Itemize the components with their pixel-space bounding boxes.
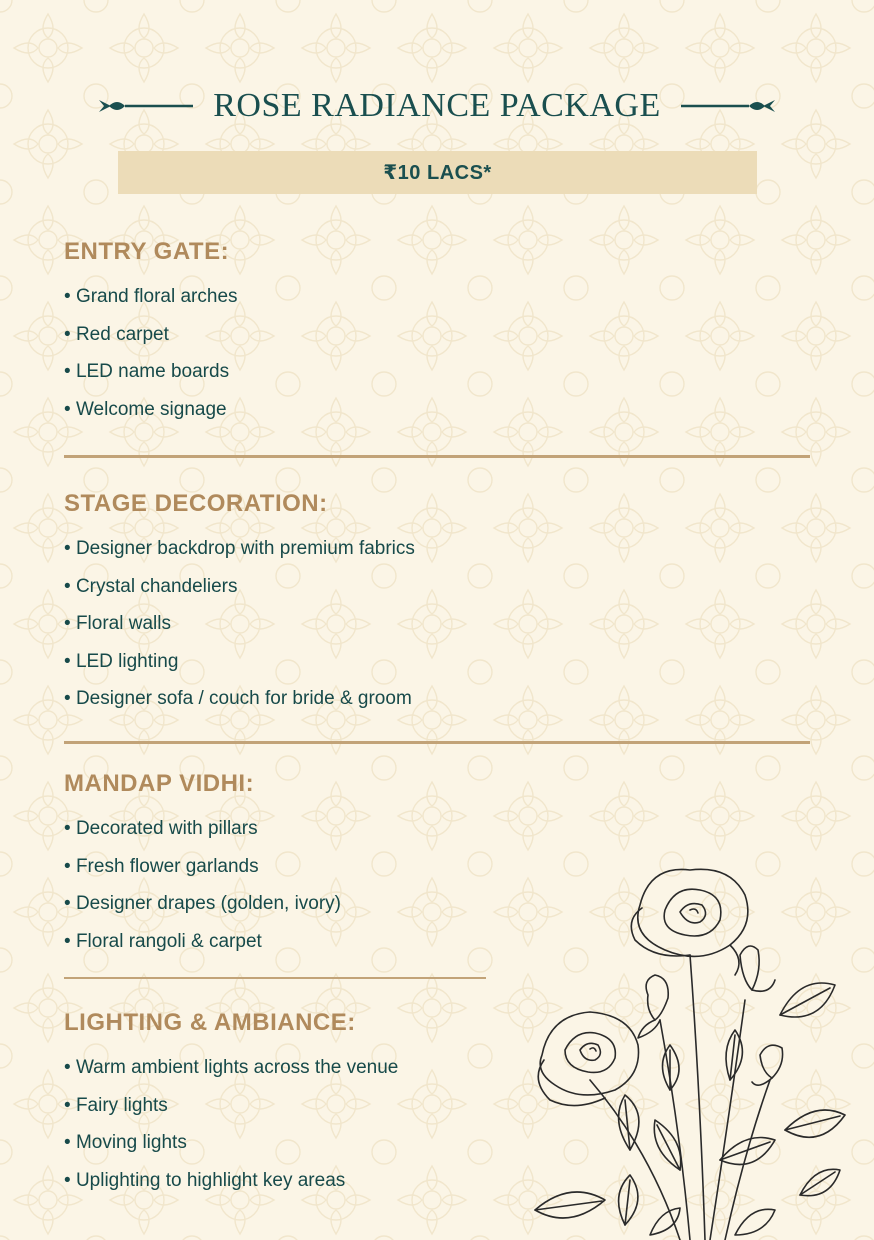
price-banner <box>118 151 757 194</box>
item-list <box>64 278 238 428</box>
list-item: • LED lighting <box>64 643 415 681</box>
section-lighting-ambiance <box>64 1009 398 1199</box>
section-heading: LIGHTING & AMBIANCE: <box>64 1009 356 1036</box>
list-item: • Red carpet <box>64 316 238 354</box>
list-item: • Fresh flower garlands <box>64 848 341 886</box>
list-item: • Decorated with pillars <box>64 810 341 848</box>
title-row <box>0 84 874 128</box>
item-list <box>64 530 415 718</box>
list-item: • Grand floral arches <box>64 278 238 316</box>
left-ornament-icon <box>97 96 195 116</box>
list-item: • Fairy lights <box>64 1087 398 1125</box>
rose-bouquet-illustration <box>530 850 850 1240</box>
list-item: • LED name boards <box>64 353 238 391</box>
item-list <box>64 1049 398 1199</box>
page-title: ROSE RADIANCE PACKAGE <box>213 87 661 124</box>
list-item: • Designer drapes (golden, ivory) <box>64 885 341 923</box>
list-item: • Crystal chandeliers <box>64 568 415 606</box>
list-item: • Floral walls <box>64 605 415 643</box>
list-item: • Designer sofa / couch for bride & groom <box>64 680 415 718</box>
list-item: • Moving lights <box>64 1124 398 1162</box>
section-stage-decoration <box>64 490 415 718</box>
package-price: ₹10 LACS* <box>383 162 492 184</box>
list-item: • Warm ambient lights across the venue <box>64 1049 398 1087</box>
section-divider <box>64 977 486 979</box>
list-item: • Welcome signage <box>64 391 238 429</box>
list-item: • Designer backdrop with premium fabrics <box>64 530 415 568</box>
item-list <box>64 810 341 960</box>
list-item: • Floral rangoli & carpet <box>64 923 341 961</box>
section-heading: STAGE DECORATION: <box>64 490 328 517</box>
section-divider <box>64 455 810 458</box>
section-heading: ENTRY GATE: <box>64 238 230 265</box>
list-item: • Uplighting to highlight key areas <box>64 1162 398 1200</box>
right-ornament-icon <box>679 96 777 116</box>
section-divider <box>64 741 810 744</box>
section-heading: MANDAP VIDHI: <box>64 770 255 797</box>
section-entry-gate <box>64 238 238 428</box>
section-mandap-vidhi <box>64 770 341 960</box>
